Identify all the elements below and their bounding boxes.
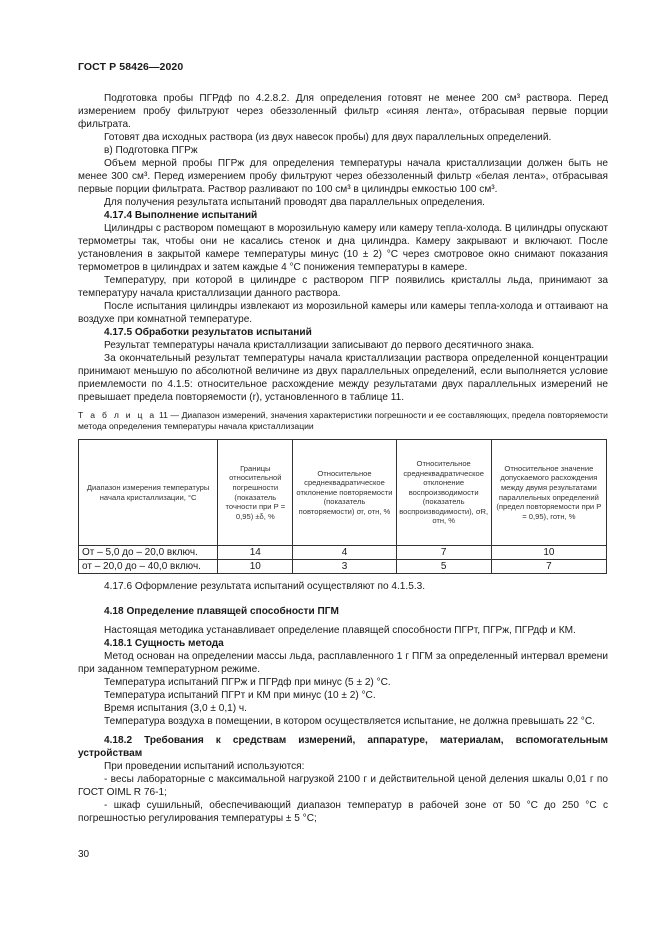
table-cell: От – 5,0 до – 20,0 включ. [79, 546, 218, 560]
paragraph: 4.17.6 Оформление результата испытаний осуществляют по 4.1.5.3. [104, 581, 426, 592]
table-cell: от – 20,0 до – 40,0 включ. [79, 560, 218, 574]
table-cell: 10 [218, 560, 293, 574]
paragraph: За окончательный результат температуры начала кристаллизации раствора определенной концентрации принимают меньшую по абсолютной величине из двух параллельных определений, если выполняется условие приемлемости по 4.1.5: относительное расхождение между результатами двух параллельных измерений не превышает предела повторяемости (r), установленного в таблице 11. [78, 353, 608, 403]
table-cell: 4 [293, 546, 396, 560]
paragraph: Температура испытаний ПГРт и КМ при минус (10 ± 2) °С. [104, 690, 376, 701]
table-cell: 7 [491, 560, 606, 574]
paragraph: После испытания цилиндры извлекают из морозильной камеры или камеры тепла-холода и оттаивают на воздухе при комнатной температуре. [78, 301, 608, 325]
table-header-cell: Относительное среднеквадратическое отклонение воспроизводимости (показатель воспроизводимости), σR, отн, % [396, 440, 491, 546]
section-heading-4-17-5: 4.17.5 Обработки результатов испытаний [104, 327, 312, 338]
paragraph: в) Подготовка ПГРж [104, 145, 198, 156]
section-heading-4-18: 4.18 Определение плавящей способности ПГМ [104, 606, 339, 617]
paragraph: Настоящая методика устанавливает определение плавящей способности ПГРт, ПГРж, ПГРдф и КМ. [104, 625, 576, 636]
list-item: - весы лабораторные с максимальной нагрузкой 2100 г и действительной ценой деления шкалы 0,01 г по ГОСТ OIML R 76-1; [78, 774, 608, 798]
document-body [78, 92, 608, 825]
table-caption-text: 11 — Диапазон измерений, значения характеристики погрешности и ее составляющих, предела повторяемости метода определения температуры начала кристаллизации [78, 410, 608, 431]
paragraph: Подготовка пробы ПГРдф по 4.2.8.2. Для определения готовят не менее 200 см³ раствора. Перед измерением пробу фильтруют через обеззоленный фильтр «синяя лента», отбрасывая первые порции фильтрата. [78, 93, 608, 130]
section-heading-4-18-1: 4.18.1 Сущность метода [104, 638, 224, 649]
paragraph: Объем мерной пробы ПГРж для определения температуры начала кристаллизации должен быть не менее 300 см³. Перед измерением пробу фильтруют через обеззоленный фильтр «белая лента», отбрасывая первые порции фильтрата. Раствор разливают по 100 см³ в цилиндры емкостью 100 см³. [78, 158, 608, 195]
table-row [79, 560, 607, 574]
paragraph: Результат температуры начала кристаллизации записывают до первого десятичного знака. [104, 340, 535, 351]
table-header-cell: Относительное среднеквадратическое отклонение повторяемости (показатель повторяемости) σr, отн, % [293, 440, 396, 546]
paragraph: Температуру, при которой в цилиндре с раствором ПГР появились кристаллы льда, принимают за температуру начала кристаллизации данного раствора. [78, 275, 608, 299]
table-caption-label: Т а б л и ц а [78, 410, 157, 420]
paragraph: Время испытания (3,0 ± 0,1) ч. [104, 703, 247, 714]
table-cell: 3 [293, 560, 396, 574]
paragraph: При проведении испытаний используются: [104, 761, 305, 772]
list-item: - шкаф сушильный, обеспечивающий диапазон температур в рабочей зоне от 50 °С до 250 °С с погрешностью регулирования температуры ± 5 °С; [78, 800, 608, 824]
section-heading-4-18-2: 4.18.2 Требования к средствам измерений, аппаратуре, материалам, вспомогательным устройствам [78, 735, 608, 759]
table-row [79, 546, 607, 560]
paragraph: Температура испытаний ПГРж и ПГРдф при минус (5 ± 2) °С. [104, 677, 391, 688]
table-cell: 5 [396, 560, 491, 574]
table-cell: 14 [218, 546, 293, 560]
table-header-row [79, 440, 607, 546]
paragraph: Температура воздуха в помещении, в котором осуществляется испытание, не должна превышать 22 °С. [104, 716, 595, 727]
paragraph: Цилиндры с раствором помещают в морозильную камеру или камеру тепла-холода. В цилиндры опускают термометры так, чтобы они не касались стенок и дна цилиндра. Камеру закрывают и включают. После установления в закрытой камере температуры минус (10 ± 2) °С через смотровое окно снимают показания термометров в цилиндрах и затем каждые 4 °С понижения температуры в камере. [78, 223, 608, 273]
table-header-cell: Границы относительной погрешности (показатель точности при P = 0,95) ±δ, % [218, 440, 293, 546]
document-header: ГОСТ Р 58426—2020 [78, 61, 184, 73]
paragraph: Для получения результата испытаний проводят два параллельных определения. [104, 197, 485, 208]
table-cell: 10 [491, 546, 606, 560]
table-11 [78, 439, 607, 574]
paragraph: Готовят два исходных раствора (из двух навесок пробы) для двух параллельных определений. [104, 132, 552, 143]
table-caption [78, 410, 608, 432]
table-header-cell: Относительное значение допускаемого расхождения между двумя результатами параллельных определений (предел повторяемости при P = 0,95), rотн, % [491, 440, 606, 546]
table-cell: 7 [396, 546, 491, 560]
section-heading-4-17-4: 4.17.4 Выполнение испытаний [104, 210, 258, 221]
table-header-cell: Диапазон измерения температуры начала кристаллизации, °С [79, 440, 218, 546]
paragraph: Метод основан на определении массы льда, расплавленного 1 г ПГМ за определенный интервал времени при заданном температурном режиме. [78, 651, 608, 675]
page-number: 30 [78, 849, 90, 860]
